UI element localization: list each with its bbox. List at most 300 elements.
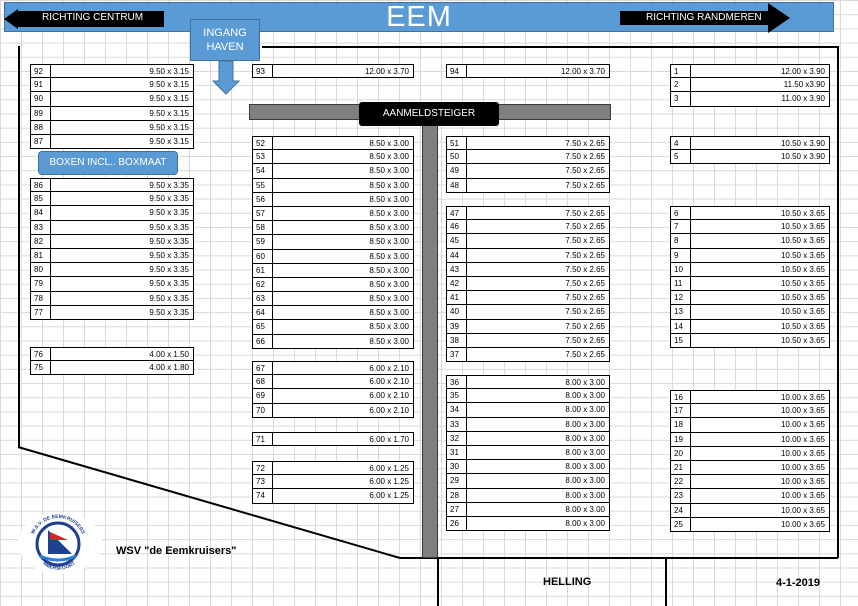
berth-row [446,249,610,263]
berth-number: 21 [671,461,691,474]
berth-row [30,221,194,235]
berth-number: 41 [447,291,467,304]
berth-group-94 [446,64,610,78]
berth-number: 35 [447,389,467,402]
berth-number: 54 [253,164,273,177]
berth-size: 9.50 x 3.35 [149,208,189,218]
berth-size: 8.50 x 3.00 [369,308,409,318]
berth-size: 7.50 x 2.65 [565,222,605,232]
berth-number: 7 [671,220,691,233]
berth-group-left-c [30,347,194,375]
club-logo-text [16,510,104,576]
berth-size: 10.00 x 3.65 [780,519,825,529]
berth-row [670,263,830,277]
berth-number: 22 [671,475,691,488]
berth-size: 7.50 x 2.65 [565,264,605,274]
berth-number: 72 [253,462,273,474]
berth-number: 58 [253,221,273,234]
berth-number: 66 [253,335,273,348]
berth-size: 10.00 x 3.65 [780,491,825,501]
berth-number: 13 [671,305,691,318]
berth-row [670,249,830,263]
berth-size: 4.00 x 1.50 [149,350,189,359]
berth-number: 36 [447,376,467,388]
berth-number: 55 [253,179,273,192]
berth-size: 8.00 x 3.00 [565,433,605,443]
berth-number: 52 [253,137,273,149]
berth-number: 69 [253,389,273,402]
berth-size: 10.00 x 3.65 [780,420,825,430]
berth-size: 10.50 x 3.65 [780,335,825,345]
berth-row [252,404,414,418]
berth-row [446,348,610,362]
berth-row [252,221,414,235]
berth-size: 7.50 x 2.65 [565,335,605,345]
berth-row [252,461,414,475]
berth-size: 10.00 x 3.65 [780,406,825,416]
berth-number: 51 [447,137,467,149]
berth-row [446,503,610,517]
berth-size: 8.50 x 3.00 [369,237,409,247]
berth-size: 7.50 x 2.65 [565,349,605,359]
berth-group-mid-right-a [446,136,610,193]
berth-row [446,432,610,446]
berth-group-mid-left-c [252,432,414,446]
berth-row [670,150,830,164]
date-label: 4-1-2019 [776,577,821,589]
berth-size: 8.50 x 3.00 [369,223,409,233]
berth-size: 8.50 x 3.00 [369,265,409,275]
berth-number: 64 [253,306,273,319]
berth-row [30,277,194,291]
berth-size: 10.50 x 3.90 [780,139,825,148]
berth-number: 14 [671,320,691,333]
berth-group-93 [252,64,414,78]
berth-row [446,291,610,305]
berth-size: 8.00 x 3.00 [565,391,605,401]
berth-size: 7.50 x 2.65 [565,250,605,260]
berth-size: 8.00 x 3.00 [565,504,605,514]
berth-row [30,135,194,149]
berth-row [252,489,414,503]
berth-size: 10.50 x 3.65 [780,278,825,288]
berth-row [670,305,830,319]
berth-row [670,320,830,334]
berth-number: 81 [31,249,51,262]
berth-row [670,504,830,518]
berth-number: 5 [671,150,691,163]
berth-number: 91 [31,78,51,91]
berth-group-mid-right-b [446,206,610,362]
berth-size: 10.00 x 3.65 [780,462,825,472]
berth-number: 9 [671,249,691,262]
berth-row [252,292,414,306]
berth-number: 94 [447,65,467,77]
berth-number: 19 [671,433,691,446]
berth-row [446,206,610,220]
berth-size: 9.50 x 3.35 [149,307,189,317]
berth-number: 49 [447,164,467,177]
berth-size: 10.00 x 3.65 [780,393,825,402]
berth-row [670,136,830,150]
berth-row [670,206,830,220]
logo-top-text: W.S.V. DE EEMKRUISERS [30,513,86,536]
berth-number: 56 [253,193,273,206]
berth-row [446,164,610,178]
berth-number: 50 [447,150,467,163]
berth-number: 33 [447,418,467,431]
berth-number: 78 [31,292,51,305]
berth-size: 6.00 x 1.70 [369,435,409,444]
berth-size: 9.50 x 3.15 [149,80,189,90]
berth-size: 10.50 x 3.65 [780,209,825,218]
berth-number: 38 [447,334,467,347]
berth-size: 8.50 x 3.00 [369,251,409,261]
berth-row [252,306,414,320]
berth-number: 34 [447,403,467,416]
berth-number: 46 [447,220,467,233]
berth-number: 16 [671,391,691,403]
berth-size: 9.50 x 3.35 [149,279,189,289]
berth-size: 10.00 x 3.65 [780,477,825,487]
berth-size: 10.00 x 3.65 [780,505,825,515]
berth-row [252,335,414,349]
berth-number: 73 [253,475,273,488]
berth-row [446,320,610,334]
jetty-vertical [422,120,438,558]
berth-size: 9.50 x 3.15 [149,122,189,132]
berth-row [670,518,830,532]
berth-row [446,179,610,193]
berth-size: 7.50 x 2.65 [565,166,605,176]
berth-size: 8.50 x 3.00 [369,139,409,148]
berth-number: 87 [31,135,51,148]
berth-number: 25 [671,518,691,531]
berth-row [252,250,414,264]
berth-number: 90 [31,92,51,105]
berth-row [670,234,830,248]
berth-size: 6.00 x 2.10 [369,405,409,415]
berth-row [446,150,610,164]
berth-row [670,475,830,489]
berth-size: 7.50 x 2.65 [565,293,605,303]
svg-text:W.S.V. DE EEMKRUISERS [30,514,86,536]
berth-number: 32 [447,432,467,445]
berth-row [30,64,194,78]
berth-size: 7.50 x 2.65 [565,209,605,218]
berth-number: 74 [253,489,273,502]
berth-row [670,277,830,291]
berth-size: 8.00 x 3.00 [565,490,605,500]
berth-number: 62 [253,278,273,291]
berth-row [670,489,830,503]
entrance-line1: INGANG [203,27,247,39]
berth-size: 10.50 x 3.65 [780,321,825,331]
berth-number: 27 [447,503,467,516]
berth-number: 92 [31,65,51,77]
berth-size: 8.50 x 3.00 [369,194,409,204]
berth-number: 88 [31,121,51,134]
berth-size: 7.50 x 2.65 [565,278,605,288]
berth-number: 80 [31,263,51,276]
berth-row [670,461,830,475]
berth-row [252,179,414,193]
berth-row [670,64,830,78]
berth-number: 57 [253,207,273,220]
berth-row [446,474,610,488]
berth-size: 9.50 x 3.15 [149,67,189,76]
berth-row [30,121,194,135]
berth-size: 8.50 x 3.00 [369,152,409,162]
berth-number: 23 [671,489,691,502]
berth-number: 17 [671,404,691,417]
helling-label: HELLING [543,576,592,588]
berth-row [30,249,194,263]
berth-group-left-b [30,178,194,320]
berth-row [252,264,414,278]
berth-size: 9.50 x 3.35 [149,236,189,246]
berth-number: 43 [447,263,467,276]
berth-row [446,334,610,348]
berth-size: 9.50 x 3.35 [149,181,189,190]
berth-row [252,278,414,292]
berth-row [446,305,610,319]
berth-row [446,489,610,503]
berth-number: 65 [253,320,273,333]
berth-number: 42 [447,277,467,290]
berth-row [446,220,610,234]
berth-size: 8.50 x 3.00 [369,336,409,346]
berth-row [30,263,194,277]
berth-number: 18 [671,418,691,431]
berth-number: 24 [671,504,691,517]
berth-row [252,136,414,150]
berth-group-right-b [670,136,830,164]
berth-size: 10.50 x 3.65 [780,264,825,274]
berth-row [670,92,830,106]
berth-size: 8.50 x 3.00 [369,279,409,289]
berth-size: 10.50 x 3.65 [780,236,825,246]
berth-row [30,206,194,220]
berth-size: 8.50 x 3.00 [369,166,409,176]
berth-size: 9.50 x 3.35 [149,194,189,204]
berth-row [252,375,414,389]
berth-number: 26 [447,517,467,530]
berth-number: 44 [447,249,467,262]
berth-size: 6.00 x 1.25 [369,491,409,501]
berth-size: 7.50 x 2.65 [565,307,605,317]
berth-number: 60 [253,250,273,263]
direction-right-label: RICHTING RANDMEREN [646,12,762,23]
berth-row [252,164,414,178]
berth-row [446,277,610,291]
berth-number: 20 [671,447,691,460]
berth-row [670,433,830,447]
berth-size: 9.50 x 3.35 [149,265,189,275]
berth-number: 84 [31,206,51,219]
berth-row [446,418,610,432]
berth-size: 8.00 x 3.00 [565,476,605,486]
berth-group-mid-right-c [446,375,610,531]
berth-number: 93 [253,65,273,77]
berth-row [446,263,610,277]
berth-size: 7.50 x 2.65 [565,236,605,246]
berth-row [30,292,194,306]
berth-group-mid-left-a [252,136,414,349]
berth-group-right-c [670,206,830,348]
berth-size: 4.00 x 1.80 [149,363,189,373]
berth-number: 39 [447,320,467,333]
berth-row [30,306,194,320]
berth-size: 9.50 x 3.35 [149,250,189,260]
berth-size: 9.50 x 3.35 [149,222,189,232]
berth-number: 11 [671,277,691,290]
berth-row [446,234,610,248]
berth-size: 10.50 x 3.65 [780,307,825,317]
berth-size: 12.00 x 3.90 [780,67,825,76]
berth-group-right-a [670,64,830,107]
berth-number: 86 [31,179,51,191]
berth-size: 8.50 x 3.00 [369,322,409,332]
berth-size: 8.00 x 3.00 [565,419,605,429]
berth-size: 6.00 x 1.25 [369,464,409,473]
berth-row [252,150,414,164]
berth-row [30,235,194,249]
berth-number: 53 [253,150,273,163]
berth-number: 10 [671,263,691,276]
berth-row [252,361,414,375]
berth-row [446,64,610,78]
berth-size: 10.50 x 3.65 [780,293,825,303]
berth-size: 11.00 x 3.90 [781,94,825,104]
berth-row [30,78,194,92]
berth-number: 4 [671,137,691,149]
berth-number: 61 [253,264,273,277]
berth-size: 10.50 x 3.90 [780,152,825,162]
berth-number: 28 [447,489,467,502]
berth-size: 9.50 x 3.35 [149,293,189,303]
berth-row [30,361,194,375]
berth-row [30,192,194,206]
berth-number: 30 [447,460,467,473]
berth-number: 1 [671,65,691,77]
berth-number: 70 [253,404,273,417]
berth-size: 11.50 x3.90 [783,80,825,90]
berth-number: 40 [447,305,467,318]
berth-row [30,178,194,192]
berth-row [670,78,830,92]
berth-row [252,193,414,207]
club-name: WSV "de Eemkruisers" [116,545,237,557]
berth-size: 8.00 x 3.00 [565,378,605,387]
berth-size: 8.00 x 3.00 [565,447,605,457]
berth-size: 12.00 x 3.70 [560,67,605,76]
legend-box: BOXEN INCL.. BOXMAAT [38,151,178,175]
berth-size: 6.00 x 2.10 [369,377,409,387]
berth-row [670,390,830,404]
berth-number: 59 [253,235,273,248]
svg-text:AMERSFOORT [41,561,76,572]
berth-row [670,418,830,432]
berth-row [670,220,830,234]
berth-number: 83 [31,221,51,234]
berth-size: 9.50 x 3.15 [149,136,189,146]
berth-size: 8.50 x 3.00 [369,180,409,190]
berth-size: 10.00 x 3.65 [780,448,825,458]
berth-row [252,320,414,334]
jetty-label: AANMELDSTEIGER [359,102,499,126]
berth-number: 85 [31,192,51,205]
berth-size: 6.00 x 1.25 [369,477,409,487]
berth-number: 3 [671,92,691,105]
berth-row [252,64,414,78]
berth-number: 89 [31,107,51,120]
berth-size: 6.00 x 2.10 [369,391,409,401]
berth-row [446,375,610,389]
berth-row [252,475,414,489]
berth-number: 2 [671,78,691,91]
berth-number: 76 [31,348,51,360]
berth-size: 8.50 x 3.00 [369,208,409,218]
berth-size: 8.00 x 3.00 [565,462,605,472]
berth-row [30,347,194,361]
berth-row [30,92,194,106]
berth-group-right-d [670,390,830,532]
berth-row [252,207,414,221]
berth-number: 45 [447,234,467,247]
berth-row [30,107,194,121]
berth-number: 48 [447,179,467,192]
direction-left-label: RICHTING CENTRUM [42,12,144,23]
berth-size: 10.00 x 3.65 [780,434,825,444]
berth-size: 7.50 x 2.65 [565,180,605,190]
berth-group-mid-left-b [252,361,414,418]
berth-row [446,446,610,460]
berth-row [446,389,610,403]
berth-row [670,334,830,348]
berth-row [446,403,610,417]
berth-row [446,460,610,474]
berth-number: 67 [253,362,273,374]
berth-number: 63 [253,292,273,305]
berth-size: 10.50 x 3.65 [780,250,825,260]
entrance-line2: HAVEN [206,41,244,53]
berth-size: 9.50 x 3.15 [149,94,189,104]
berth-number: 37 [447,348,467,361]
berth-size: 8.50 x 3.00 [369,294,409,304]
berth-number: 12 [671,291,691,304]
berth-number: 6 [671,207,691,219]
berth-size: 7.50 x 2.65 [565,139,605,148]
berth-number: 31 [447,446,467,459]
berth-number: 79 [31,277,51,290]
berth-number: 8 [671,234,691,247]
berth-number: 68 [253,375,273,388]
berth-size: 10.50 x 3.65 [780,222,825,232]
berth-size: 7.50 x 2.65 [565,152,605,162]
page-title: EEM [386,1,452,33]
berth-group-left-a [30,64,194,149]
logo-bottom-text: AMERSFOORT [41,560,77,572]
berth-row [252,235,414,249]
berth-row [252,432,414,446]
berth-row [670,291,830,305]
berth-row [446,136,610,150]
berth-number: 47 [447,207,467,219]
berth-size: 6.00 x 2.10 [369,364,409,373]
berth-number: 77 [31,306,51,319]
berth-row [252,389,414,403]
